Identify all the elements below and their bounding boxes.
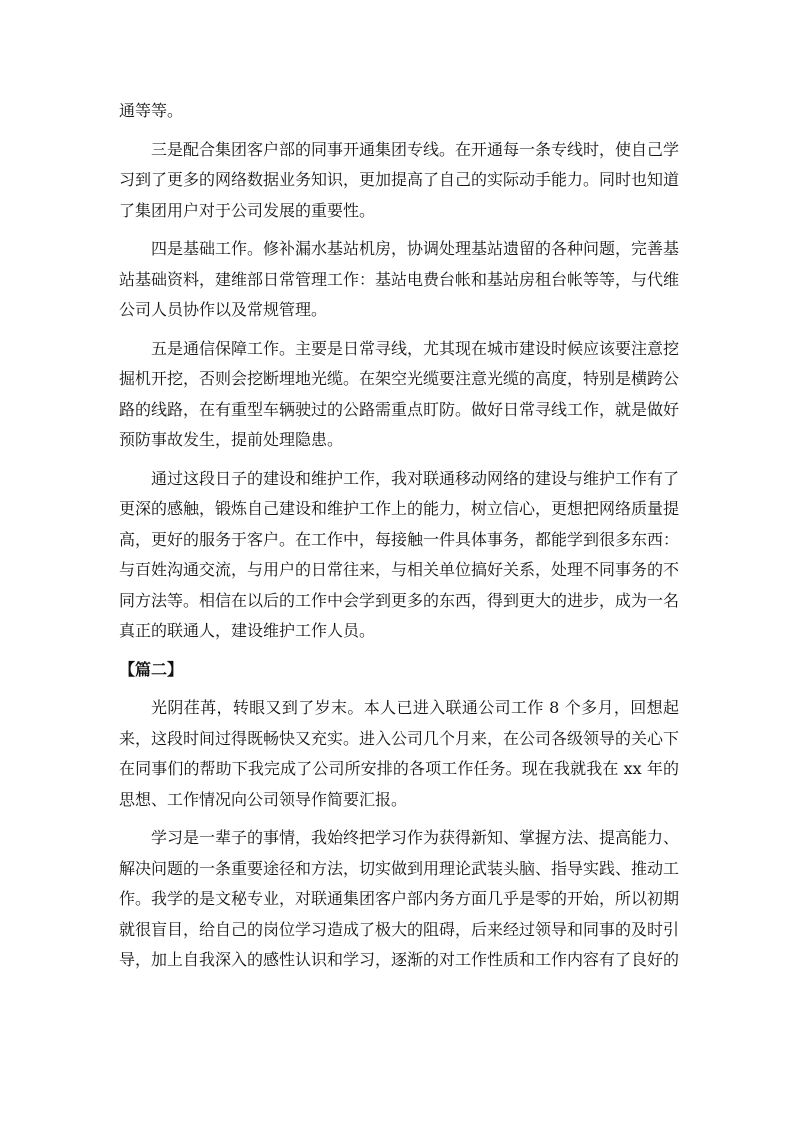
paragraph-third-item: 三是配合集团客户部的同事开通集团专线。在开通每一条专线时，使自己学习到了更多的网络数据业务知识，更加提高了自己的实际动手能力。同时也知道了集团用户对于公司发展的重要性。 bbox=[119, 139, 680, 220]
paragraph-learning: 学习是一辈子的事情，我始终把学习作为获得新知、掌握方法、提高能力、解决问题的一条重要途径和方法，切实做到用理论武装头脑、指导实践、推动工作。我学的是文秘专业，对联通集团客户部内务方面几乎是零的开始，所以初期就很盲目，给自己的岗位学习造成了极大的阻碍，后来经过领导和同事的及时引导，加上自我深入的感性认识和学习，逐渐的对工作性质和工作内容有了良好的 bbox=[119, 828, 680, 969]
paragraph-continuation: 通等等。 bbox=[119, 101, 184, 120]
document-body bbox=[119, 96, 679, 984]
paragraph-fifth-item: 五是通信保障工作。主要是日常寻线，尤其现在城市建设时候应该要注意挖掘机开挖，否则会挖断埋地光缆。在架空光缆要注意光缆的高度，特别是横跨公路的线路，在有重型车辆驶过的公路需重点盯防。做好日常寻线工作，就是做好预防事故发生，提前处理隐患。 bbox=[119, 338, 680, 449]
paragraph-intro: 光阴荏苒，转眼又到了岁末。本人已进入联通公司工作 8 个多月，回想起来，这段时间过得既畅快又充实。进入公司几个月来，在公司各级领导的关心下在同事们的帮助下我完成了公司所安排的各项工作任务。现在我就我在 xx 年的思想、工作情况向公司领导作简要汇报。 bbox=[119, 698, 680, 809]
paragraph-summary: 通过这段日子的建设和维护工作，我对联通移动网络的建设与维护工作有了更深的感触，锻炼自己建设和维护工作上的能力，树立信心，更想把网络质量提高，更好的服务于客户。在工作中，每接触一件具体事务，都能学到很多东西：与百姓沟通交流，与用户的日常往来，与相关单位搞好关系，处理不同事务的不同方法等。相信在以后的工作中会学到更多的东西，得到更大的进步，成为一名真正的联通人，建设维护工作人员。 bbox=[119, 468, 680, 640]
paragraph-fourth-item: 四是基础工作。修补漏水基站机房，协调处理基站遗留的各种问题，完善基站基础资料，建维部日常管理工作：基站电费台帐和基站房租台帐等等，与代维公司人员协作以及常规管理。 bbox=[119, 239, 680, 319]
section-heading: 【篇二】 bbox=[119, 659, 184, 679]
